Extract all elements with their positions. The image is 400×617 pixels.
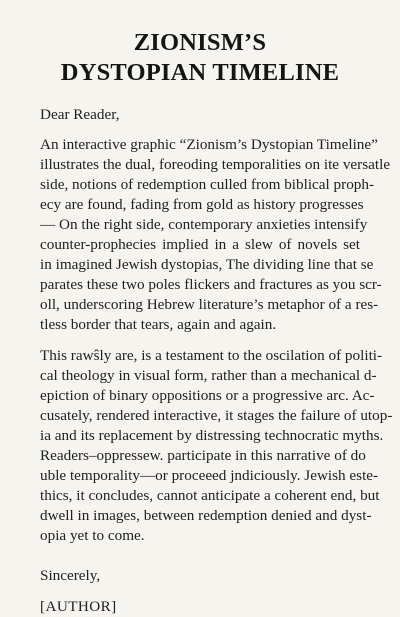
paragraph-line: epiction of binary oppositions or a progressive arc. Ac- <box>40 387 375 404</box>
paragraph-line: ia and its replacement by distressing technocratic myths. <box>40 427 384 444</box>
paragraph-line: Readers–oppressew. participate in this narrative of do <box>40 447 366 464</box>
signature: [AUTHOR] <box>40 598 117 615</box>
paragraph-line: This rawŝly are, is a testament to the oscilation of politi- <box>40 347 383 364</box>
paragraph-line: opia yet to come. <box>40 527 145 544</box>
title-line: ZIONISM’S <box>133 29 267 56</box>
paragraph-line: thics, it concludes, cannot anticipate a coherent end, but <box>40 487 380 504</box>
title-line: DYSTOPIAN TIMELINE <box>60 59 340 86</box>
document-title <box>40 28 360 88</box>
paragraph-line: illustrates the dual, foreoding temporalities on ite versatle <box>40 156 391 173</box>
paragraph-line: — On the right side, contemporary anxieties intensify <box>40 216 368 233</box>
paragraph-line: side, notions of redemption culled from biblical proph- <box>40 176 375 193</box>
paragraph-line: cal theology in visual form, rather than a mechanical d- <box>40 367 377 384</box>
body-paragraph-1 <box>40 135 391 335</box>
salutation: Dear Reader, <box>40 106 120 123</box>
paragraph-line: An interactive graphic “Zionism’s Dystopian Timeline” <box>40 136 378 153</box>
paragraph-line: oll, underscoring Hebrew literature’s metaphor of a res- <box>40 296 379 313</box>
closing: Sincerely, <box>40 567 101 584</box>
paragraph-line: dwell in images, between redemption denied and dyst- <box>40 507 372 524</box>
body-paragraph-2 <box>40 346 393 546</box>
paragraph-line: uble temporality—or proceeed jndiciously. Jewish este- <box>40 467 379 484</box>
paragraph-line: ecy are found, fading from gold as history progresses <box>40 196 364 213</box>
paragraph-line: in imagined Jewish dystopias, The dividing line that se <box>40 256 374 273</box>
paragraph-line: tless border that tears, again and again. <box>40 316 277 333</box>
paragraph-line: counter-prophecies implied in a slew of novels set <box>40 236 360 253</box>
paragraph-line: cusately, rendered interactive, it stages the failure of utop- <box>40 407 393 424</box>
paragraph-line: parates these two poles flickers and fractures as you scr- <box>40 276 382 293</box>
